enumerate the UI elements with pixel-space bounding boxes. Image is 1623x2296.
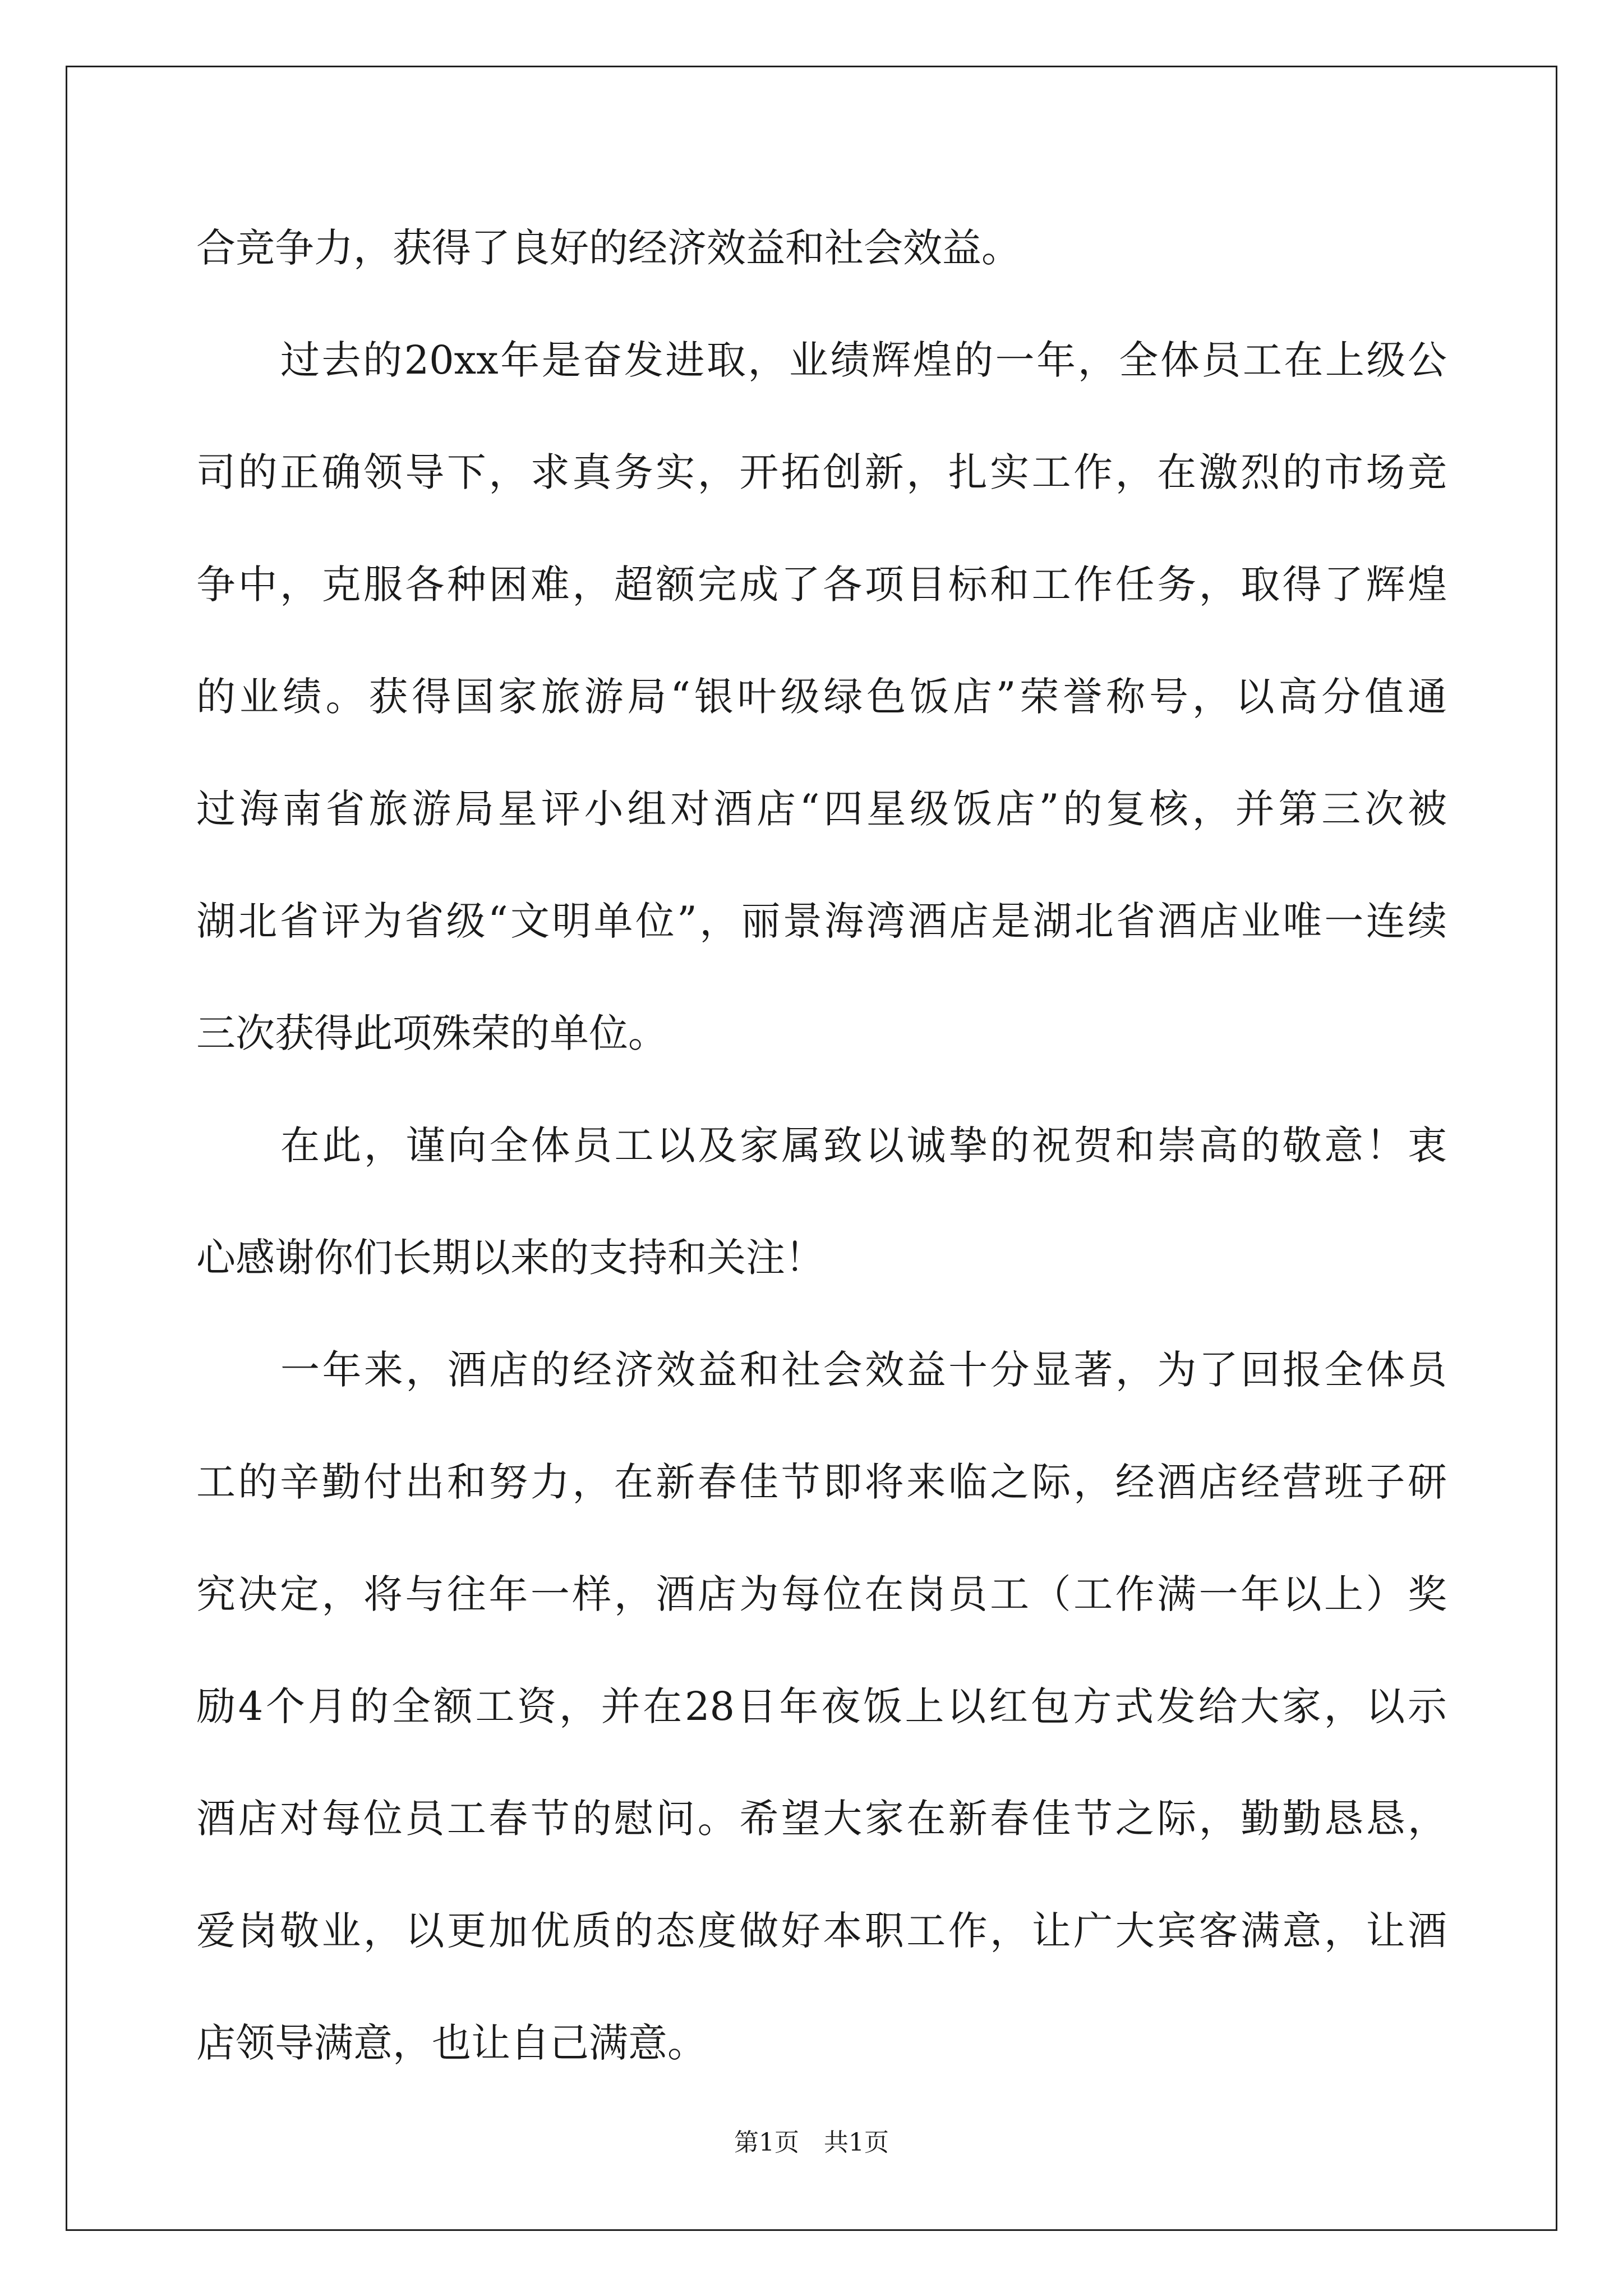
text-line: 酒店对每位员工春节的慰问。希望大家在新春佳节之际，勤勤恳恳， <box>196 1796 1447 1842</box>
text-line: 合竞争力，获得了良好的经济效益和社会效益。 <box>196 225 1021 271</box>
text-line: 的业绩。获得国家旅游局“银叶级绿色饭店”荣誉称号，以高分值通 <box>196 674 1447 720</box>
page-footer: 第1页 共1页 <box>734 2128 889 2157</box>
text-line: 在此，谨向全体员工以及家属致以诚挚的祝贺和崇高的敬意！衷 <box>280 1122 1447 1168</box>
text-line: 店领导满意，也让自己满意。 <box>196 2020 707 2066</box>
text-line: 爱岗敬业，以更加优质的态度做好本职工作，让广大宾客满意，让酒 <box>196 1908 1447 1954</box>
text-line: 司的正确领导下，求真务实，开拓创新，扎实工作，在激烈的市场竞 <box>196 449 1447 495</box>
text-line: 过海南省旅游局星评小组对酒店“四星级饭店”的复核，并第三次被 <box>196 786 1447 832</box>
text-line: 争中，克服各种困难，超额完成了各项目标和工作任务，取得了辉煌 <box>196 562 1447 608</box>
text-line: 心感谢你们长期以来的支持和关注！ <box>196 1235 824 1281</box>
text-line: 三次获得此项殊荣的单位。 <box>196 1010 667 1056</box>
text-line: 湖北省评为省级“文明单位”，丽景海湾酒店是湖北省酒店业唯一连续 <box>196 898 1447 944</box>
text-line: 工的辛勤付出和努力，在新春佳节即将来临之际，经酒店经营班子研 <box>196 1459 1447 1505</box>
text-line: 过去的20xx年是奋发进取，业绩辉煌的一年，全体员工在上级公 <box>280 337 1447 383</box>
text-line: 一年来，酒店的经济效益和社会效益十分显著，为了回报全体员 <box>280 1347 1447 1393</box>
text-line: 究决定，将与往年一样，酒店为每位在岗员工（工作满一年以上）奖 <box>196 1571 1447 1617</box>
text-line: 励4个月的全额工资，并在28日年夜饭上以红包方式发给大家，以示 <box>196 1683 1447 1729</box>
